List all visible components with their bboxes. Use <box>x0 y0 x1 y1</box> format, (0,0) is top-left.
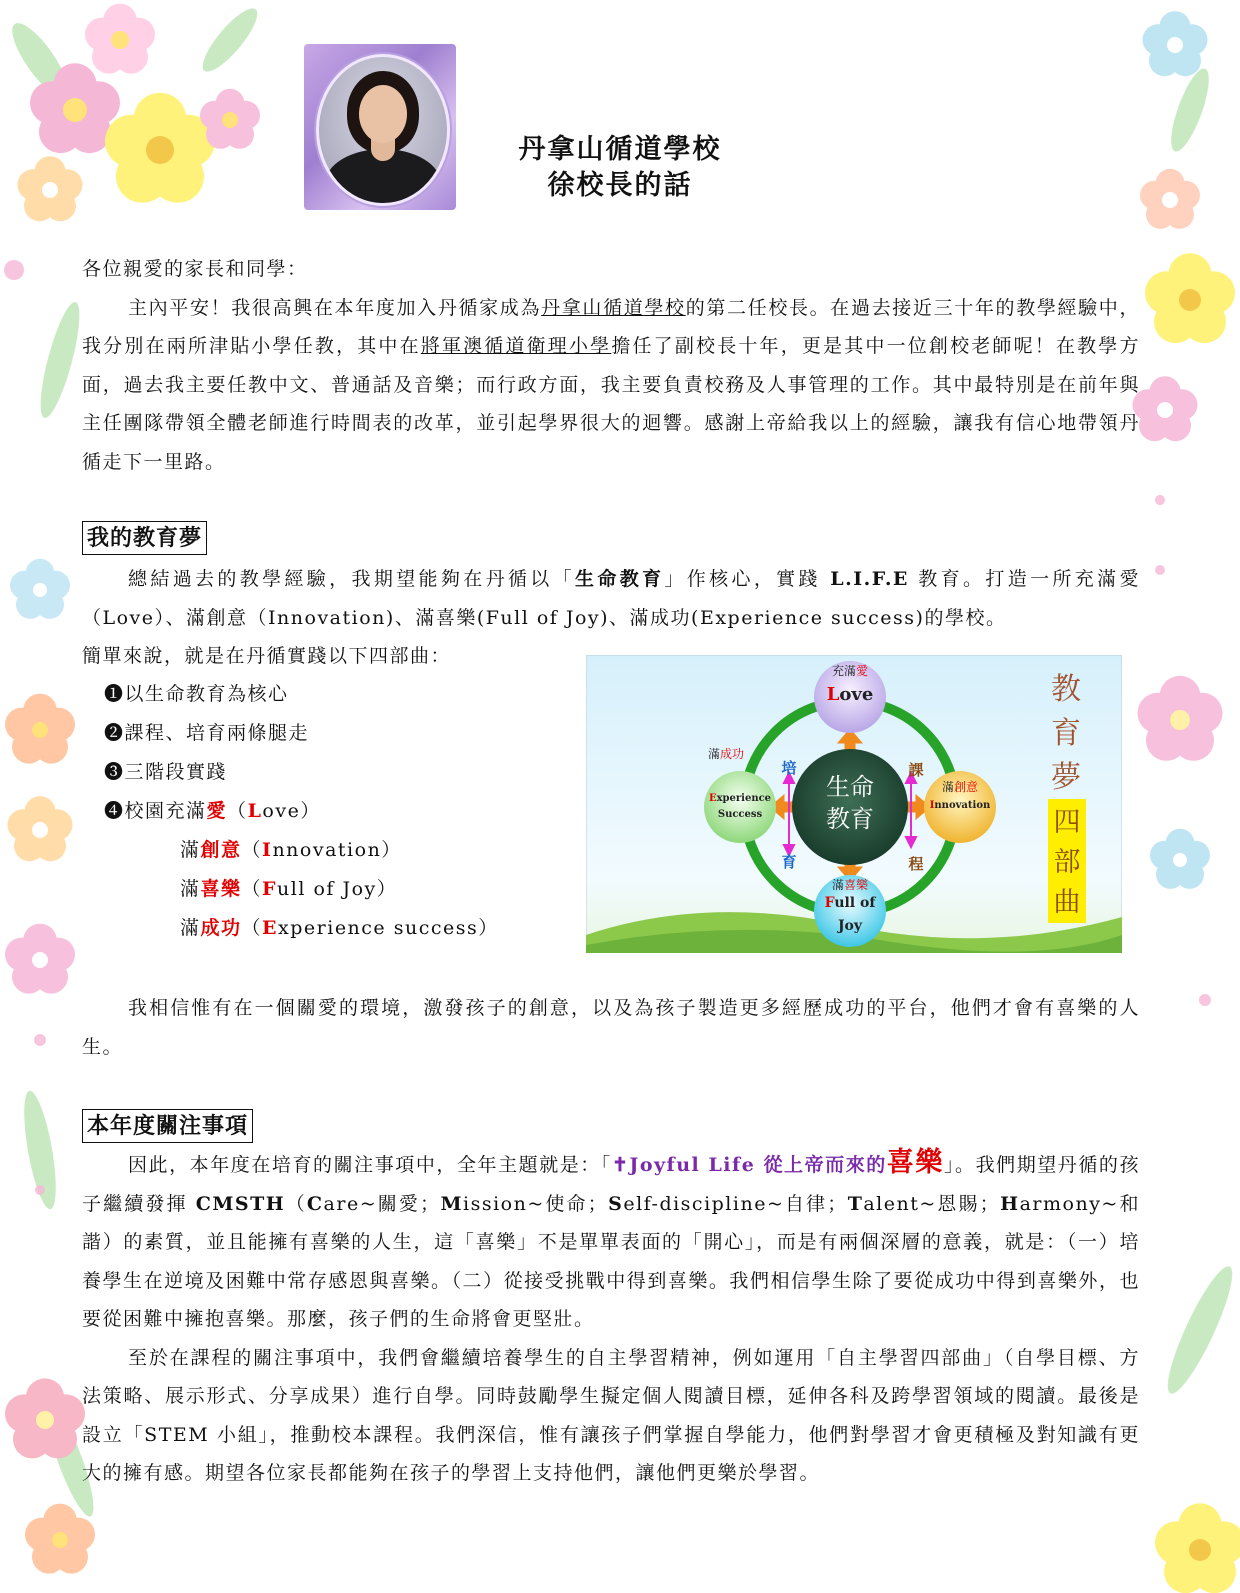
list-subitem: 滿喜樂（Full of Joy） <box>180 878 398 900</box>
previous-school-name: 將軍澳循道衛理小學 <box>420 335 612 357</box>
list-subitem: 滿創意（Innovation） <box>180 839 402 861</box>
page-title <box>440 132 800 204</box>
diagram-arrow-label: 課 <box>908 761 924 779</box>
cmsth-acronym: CMSTH <box>195 1192 286 1215</box>
diagram-boxed-title <box>1054 807 1081 918</box>
svg-text:部: 部 <box>1053 847 1081 878</box>
diagram-bottom-caption: 滿喜樂 <box>831 878 869 892</box>
diagram-bottom-label: Full of <box>824 895 876 911</box>
diagram-bottom-label-line2: Joy <box>837 918 863 934</box>
diagram-left-caption: 滿成功 <box>707 747 745 761</box>
theme-joy: 喜樂 <box>886 1147 944 1178</box>
school-name-underlined: 丹拿山循道學校 <box>541 296 686 319</box>
list-item: ❸三階段實踐 <box>104 761 228 783</box>
section-heading-education-dream: 我的教育夢 <box>82 521 207 555</box>
svg-text:教: 教 <box>1051 672 1081 707</box>
diagram-right-caption: 滿創意 <box>941 780 979 794</box>
list-subitem: 滿成功（Experience success） <box>180 917 499 939</box>
diagram-right-label: Innovation <box>929 800 991 811</box>
svg-text:曲: 曲 <box>1053 887 1081 918</box>
list-item: ❶以生命教育為核心 <box>104 683 289 705</box>
principal-photo <box>304 44 456 210</box>
diagram-top-caption: 充滿愛 <box>831 664 869 678</box>
intro-paragraph: 主內平安！我很高興在本年度加入丹循家成為丹拿山循道學校的第二任校長。在過去接近三十年的教學經驗中，我分別在兩所津貼小學任教，其中在將軍澳循道衛理小學擔任了副校長十年，更是其中一位創校老師呢！在教學方面，過去我主要任教中文、普通話及音樂；而行政方面，我主要負責校務及人事管理的工作。其中最特別是在前年與主任團隊帶領全體老師進行時間表的改革，並引起學界很大的迴響。感謝上帝給我以上的經驗，讓我有信心地帶領丹循走下一里路。 <box>82 296 1140 473</box>
svg-text:四: 四 <box>1053 807 1081 838</box>
belief-paragraph: 我相信惟有在一個關愛的環境，激發孩子的創意，以及為孩子製造更多經歷成功的平台，他們才會有喜樂的人生。 <box>82 997 1140 1058</box>
section-heading-annual-focus: 本年度關注事項 <box>82 1109 253 1143</box>
diagram-left-label-line2: Success <box>717 809 763 820</box>
diagram-center-line1: 生命 <box>826 773 874 801</box>
page-subtitle: 徐校長的話 <box>547 170 693 201</box>
focus-paragraph-2: 至於在課程的關注事項中，我們會繼續培養學生的自主學習精神，例如運用「自主學習四部曲」（自學目標、方法策略、展示形式、分享成果）進行自學。同時鼓勵學生擬定個人閱讀目標，延伸各科及跨學習領域的閱讀。最後是設立「STEM 小組」，推動校本課程。我們深信，惟有讓孩子們掌握自學能力，他們對學習才會更積極及對知識有更大的擁有感。期望各位家長都能夠在孩子的學習上支持他們，讓他們更樂於學習。 <box>82 1346 1140 1484</box>
core-term: 生命教育 <box>575 568 665 590</box>
intro-section <box>82 250 1140 481</box>
diagram-top-label: Love <box>826 684 874 705</box>
principal-portrait <box>316 54 450 206</box>
school-name: 丹拿山循道學校 <box>518 134 722 165</box>
list-item: ❹校園充滿愛（Love） <box>104 800 321 822</box>
diagram-vertical-title <box>1051 672 1081 795</box>
focus-section <box>82 1144 1140 1493</box>
diagram-arrow-label: 育 <box>781 853 797 871</box>
dream-paragraph: 總結過去的教學經驗，我期望能夠在丹循以「生命教育」作核心，實踐 L.I.F.E 教育。打造一所充滿愛（Love）、滿創意（Innovation)、滿喜樂(Full of Joy)、滿成功(Experience success)的學校。 簡單來說，就是在丹循實踐以下四部曲： <box>82 568 1140 667</box>
diagram-arrow-label: 程 <box>908 855 924 873</box>
diagram-left-label: Experience <box>708 793 772 804</box>
salutation: 各位親愛的家長和同學： <box>82 258 308 280</box>
education-dream-diagram <box>586 655 1122 953</box>
list-item: ❷課程、培育兩條腿走 <box>104 722 310 744</box>
diagram-center-line2: 教育 <box>826 805 874 833</box>
svg-text:夢: 夢 <box>1051 760 1081 795</box>
svg-text:育: 育 <box>1051 716 1081 751</box>
theme-title: ✝Joyful Life <box>611 1154 756 1176</box>
life-acronym: L.I.F.E <box>830 568 909 590</box>
diagram-arrow-label: 培 <box>781 759 797 777</box>
focus-paragraph-1: 因此，本年度在培育的關注事項中，全年主題就是：「✝Joyful Life 從上帝而來的喜樂」。我們期望丹循的孩子繼續發揮 CMSTH（Care~關愛；Mission~使命；Self-discipline~自律；Talent~恩賜；Harmony~和諧）的素質，並且能擁有喜樂的人生，這「喜樂」不是單單表面的「開心」，而是有兩個深層的意義，就是：（一）培養學生在逆境及困難中常存感恩與喜樂。（二）從接受挑戰中得到喜樂。我們相信學生除了要從成功中得到喜樂外，也要從困難中擁抱喜樂。那麼，孩子們的生命將會更堅壯。 <box>82 1147 1140 1330</box>
